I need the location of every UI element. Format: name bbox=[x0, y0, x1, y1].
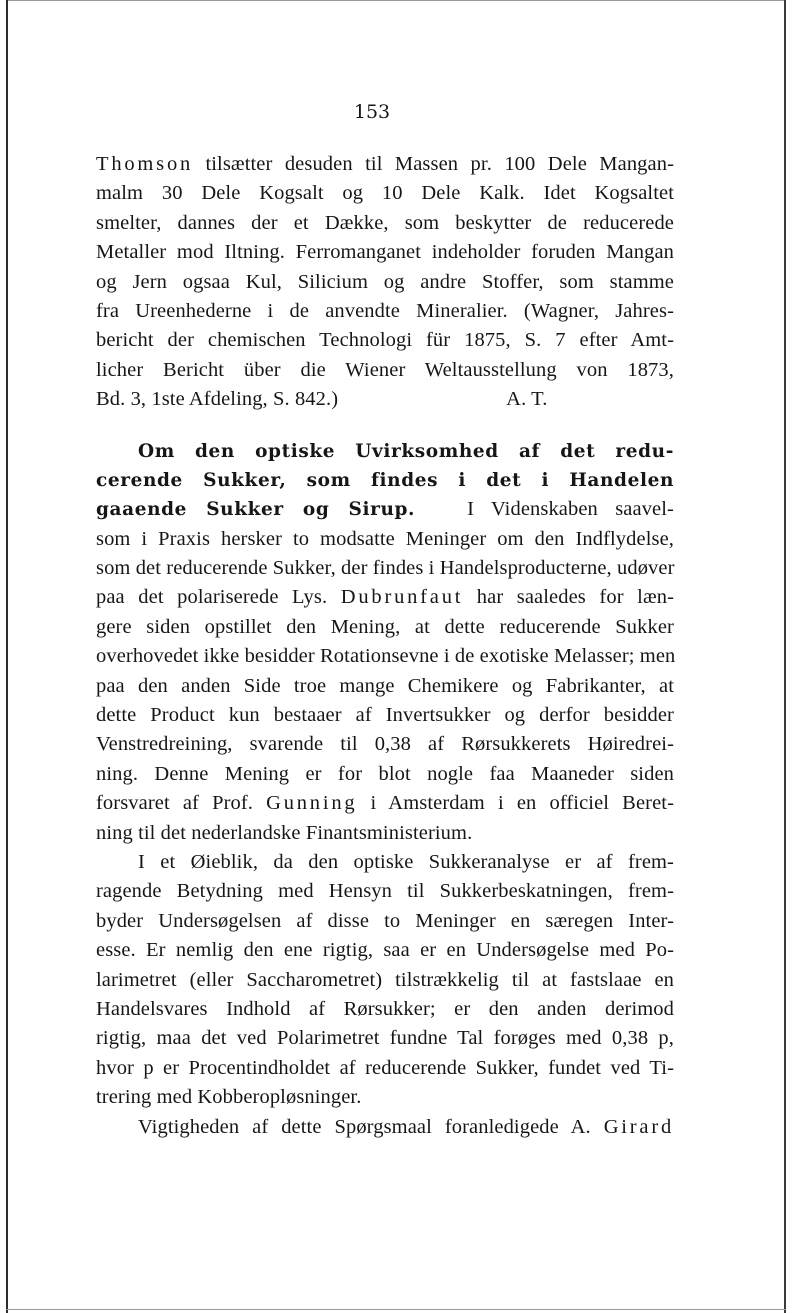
text-line: ning. Denne Mening er for blot nogle faa Maaneder siden bbox=[96, 762, 674, 785]
author-name: Dubrunfaut bbox=[340, 586, 464, 609]
text-line: ning til det nederlandske Finantsministerium. bbox=[96, 821, 473, 844]
text-line: fra Ureenhederne i de anvendte Mineralier. (Wagner, Jahres- bbox=[96, 299, 674, 322]
text-line bbox=[96, 437, 674, 466]
text-line: esse. Er nemlig den ene rigtig, saa er en Undersøgelse med Po- bbox=[96, 939, 674, 962]
text-line: paa det polariserede Lys. Dubrunfaut har saaledes for læn- bbox=[96, 586, 674, 609]
scan-border-top bbox=[6, 0, 786, 1]
author-name: Gunning bbox=[266, 792, 358, 815]
text-line: Handelsvares Indhold af Rørsukker; er den anden derimod bbox=[96, 997, 674, 1020]
text-line: overhovedet ikke besidder Rotationsevne i de exotiske Melasser; men bbox=[96, 645, 676, 668]
text-line: som i Praxis hersker to modsatte Meninger om den Indflydelse, bbox=[96, 527, 674, 550]
text-line: ragende Betydning med Hensyn til Sukkerbeskatningen, frem- bbox=[96, 880, 674, 903]
author-name: Thomson bbox=[96, 153, 194, 175]
text-line: som det reducerende Sukker, der findes i Handelsproducterne, udøver bbox=[96, 557, 675, 580]
text-column bbox=[96, 150, 674, 1142]
text-line: paa den anden Side troe mange Chemikere og Fabrikanter, at bbox=[96, 674, 674, 697]
text-line: licher Bericht über die Wiener Weltausstellung von 1873, bbox=[96, 358, 674, 381]
text-line: forsvaret af Prof. Gunning i Amsterdam i en officiel Beret- bbox=[96, 792, 675, 815]
text-line: og Jern ogsaa Kul, Silicium og andre Stoffer, som stamme bbox=[96, 270, 674, 293]
text-line: hvor p er Procentindholdet af reducerende Sukker, fundet ved Ti- bbox=[96, 1056, 674, 1079]
text-line: malm 30 Dele Kogsalt og 10 Dele Kalk. Idet Kogsaltet bbox=[96, 182, 674, 205]
text-line: gaaende Sukker og Sirup. I Videnskaben saavel- bbox=[96, 498, 674, 521]
paragraph-significance bbox=[96, 848, 674, 1113]
text-line: Vigtigheden af dette Spørgsmaal foranledigede A. Girard bbox=[138, 1115, 674, 1138]
text-line: I et Øieblik, da den optiske Sukkeranalyse er af frem- bbox=[138, 850, 674, 873]
text-line: trering med Kobberopløsninger. bbox=[96, 1086, 362, 1109]
signature-initials: A. T. bbox=[506, 388, 548, 411]
section-optical-inactivity bbox=[96, 437, 674, 848]
section-heading-part-1: Om den optiske Uvirksomhed af det redu- bbox=[138, 440, 674, 462]
section-heading-part-2: cerende Sukker, som findes i det i Handelen bbox=[96, 469, 674, 491]
paragraph-girard bbox=[96, 1113, 674, 1142]
scan-border-left bbox=[6, 0, 8, 1313]
text-line: gere siden opstillet den Mening, at dette reducerende Sukker bbox=[96, 615, 674, 638]
scan-border-right bbox=[784, 0, 786, 1313]
author-name: Girard bbox=[603, 1115, 674, 1138]
paragraph-thomson bbox=[96, 150, 674, 415]
text-line: Venstredreining, svarende til 0,38 af Rørsukkerets Høiredrei- bbox=[96, 733, 674, 756]
text-line: Thomson tilsætter desuden til Massen pr. 100 Dele Mangan- bbox=[96, 153, 674, 175]
text-line bbox=[96, 466, 674, 495]
text-line: byder Undersøgelsen af disse to Meninger en særegen Inter- bbox=[96, 909, 674, 932]
text-line: smelter, dannes der et Dække, som beskytter de reducerede bbox=[96, 211, 674, 234]
text-line: Metaller mod Iltning. Ferromanganet indeholder foruden Mangan bbox=[96, 241, 674, 264]
text-line: bericht der chemischen Technologi für 1875, S. 7 efter Amt- bbox=[96, 329, 674, 352]
page-number: 153 bbox=[353, 101, 391, 123]
text-line: rigtig, maa det ved Polarimetret fundne Tal forøges med 0,38 p, bbox=[96, 1027, 674, 1050]
text-line: Bd. 3, 1ste Afdeling, S. 842.) A. T. bbox=[96, 385, 674, 414]
section-heading-part-3: gaaende Sukker og Sirup. bbox=[96, 499, 416, 521]
text-line: larimetret (eller Saccharometret) tilstrækkelig til at fastslaae en bbox=[96, 968, 674, 991]
scan-border-bottom bbox=[6, 1309, 786, 1310]
text-line: dette Product kun bestaaer af Invertsukker og derfor besidder bbox=[96, 704, 674, 727]
